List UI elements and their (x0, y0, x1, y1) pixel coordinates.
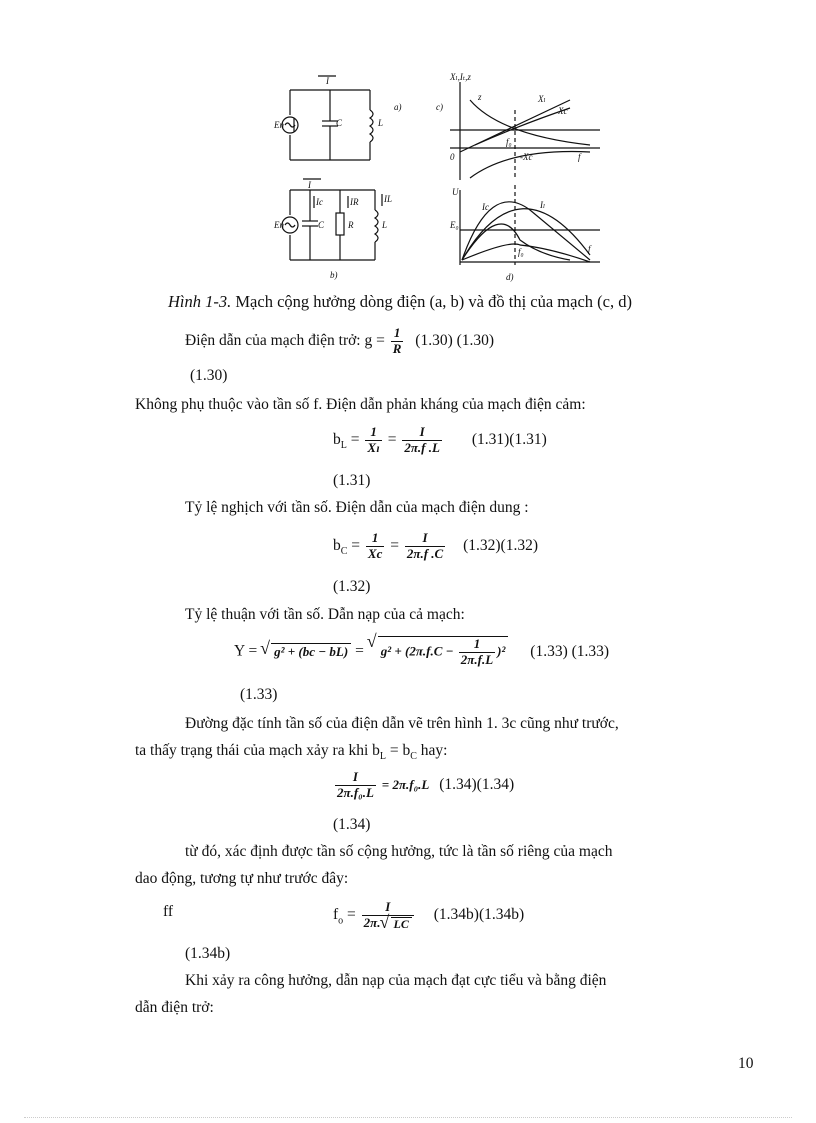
label-en-b: En (274, 220, 284, 230)
p2: Không phụ thuộc vào tần số f. Điện dẫn phản kháng của mạch điện cảm: (135, 396, 586, 413)
eq-1-33: Y = √ g² + (bc − bL) = √ g² + (2π.f.C − $\frac{1}{2\pi.f.L}$ )² (1.33) (1.33) (234, 636, 609, 668)
label-a: a) (394, 102, 402, 112)
label-en-a: En (274, 120, 284, 130)
label-l-a: L (378, 118, 384, 128)
eq-ref-1-30: (1.30) (190, 367, 228, 384)
p4: Tỷ lệ thuận với tần số. Dẫn nạp của cả mạch: (185, 606, 465, 623)
eq-1-34b: $f_o$ = $\frac{I}{2\pi.√ LC}$ (1.34b)(1.34b) (333, 900, 524, 931)
p6-line2: dao động, tương tự như trước đây: (135, 870, 349, 887)
graph-c (450, 82, 600, 180)
eq-ref: (1.30) (1.30) (415, 332, 495, 349)
label-f-c: f (578, 152, 581, 162)
p7-line1: Khi xảy ra công hưởng, dẫn nạp của mạch đạt cực tiểu và bằng điện (185, 972, 607, 989)
label-i-b: I (308, 180, 311, 190)
eq-1-30 (185, 326, 494, 357)
eq-ref-1-34: (1.34) (333, 816, 371, 833)
label-z: z (478, 92, 482, 102)
label-minus-xc: -Xc (520, 152, 533, 162)
circuit-b (282, 179, 382, 260)
p5-line2: ta thấy trạng thái của mạch xảy ra khi $b_L = b_C$ hay: (135, 742, 448, 763)
label-c-a: C (336, 118, 343, 128)
figure-caption (168, 292, 632, 312)
label-xl: Xₗ (538, 94, 546, 104)
label-e0: E₀ (450, 220, 459, 230)
frac-1-over-r: $\frac{1}{R}$ (392, 325, 402, 356)
eq-ref-1-34b: (1.34b) (185, 945, 231, 962)
label-xc: Xc (558, 106, 568, 116)
page-number: 10 (738, 1055, 754, 1072)
label-ic-curve: Ic (482, 202, 489, 212)
p7-line2: dẫn điện trở: (135, 999, 214, 1016)
label-c-b: C (318, 220, 325, 230)
p6-line1: từ đó, xác định được tần số cộng hưởng, tức là tần số riêng của mạch (185, 843, 613, 860)
eq-1-34: $\frac{I}{\text{2π.f₀.L}}$ = 2π.f₀.L (1.34)(1.34) (337, 769, 515, 800)
graph-d (460, 185, 600, 265)
label-d: d) (506, 272, 514, 282)
eq-ref-1-31: (1.31) (333, 472, 371, 489)
label-zero: 0 (450, 152, 455, 162)
p3: Tỷ lệ nghịch với tần số. Điện dẫn của mạch điện dung : (185, 499, 529, 516)
label-b: b) (330, 270, 338, 280)
figure-1-3 (270, 70, 610, 285)
label-ic: Ic (316, 197, 323, 207)
caption-text: Mạch cộng hưởng dòng điện (a, b) và đồ thị của mạch (c, d) (235, 292, 632, 311)
label-f-d: f (588, 244, 591, 254)
label-ir: IR (350, 197, 359, 207)
label-i-a: I (326, 76, 329, 86)
caption-label: Hình 1-3. (168, 292, 232, 311)
label-f0-d: f₀ (518, 247, 524, 257)
label-c: c) (436, 102, 443, 112)
ff-text: ff (163, 903, 174, 920)
eq-ref-1-33: (1.33) (240, 686, 278, 703)
eq-1-32: $b_C$ = $\frac{1}{Xc}$ = $\frac{I}{2\pi.f .C}$ (1.32)(1.32) (333, 530, 539, 561)
circuit-a (282, 76, 373, 160)
p5-line1: Đường đặc tính tần số của điện dẫn vẽ trên hình 1. 3c cũng như trước, (185, 715, 619, 732)
label-il-curve: Iₗ (540, 200, 546, 210)
eq-ref-1-32: (1.32) (333, 578, 371, 595)
p1-text: Điện dẫn của mạch điện trở: g = (185, 332, 385, 349)
label-f0-c: f₀ (506, 137, 512, 147)
eq-1-31: $b_L$ = $\frac{1}{\text{Xₗ}}$ = $\frac{I}{2\pi.f .L}$ (1.31)(1.31) (333, 424, 547, 455)
page-bottom-divider (24, 1117, 792, 1118)
label-u: U (452, 187, 459, 197)
label-r-b: R (348, 220, 354, 230)
label-l-b: L (382, 220, 388, 230)
label-axis-c: Xₗ,Iₜ,z (450, 72, 471, 82)
label-il: IL (384, 194, 393, 204)
